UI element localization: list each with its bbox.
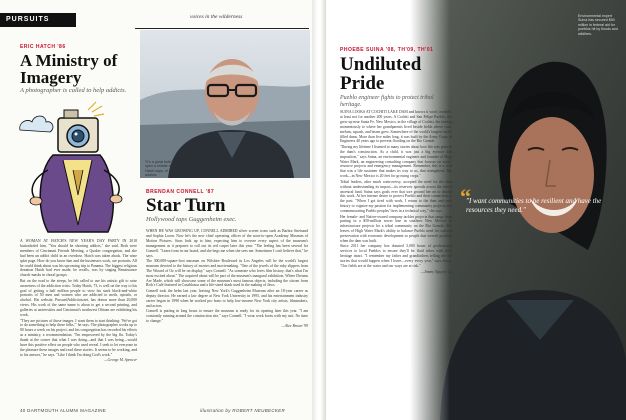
profile1-deck: A photographer is called to help addicts. [20,87,127,94]
section-label: voices in the wilderness [190,14,243,20]
left-page [0,0,312,420]
profile2-paragraph: The 300,000-square-foot museum on Wilshire Boulevard in Los Angeles will be the world's largest museum devoted to the history of movies and moviemaking. "One of the jewels of the ruby slippers from The Wizard of Oz will be on display," says Connell. "As someone who loves film history, that's what I'm most excited about." The acquired about will be part of the museum's inaugural exhibition, Where Dreams Are Made, which will showcase some of the museum's most famous objects, including the sitcom from Rick's Café featured in Casablanca and a life-sized shark used in the making of Jaws. [146,258,308,288]
portrait-photo-connell [140,30,310,178]
profile1-kicker: ERIC HATCH '86 [20,44,66,50]
profile3-kicker: PHOEBE SUINA '08, TH'09, TH'01 [340,47,434,53]
illustration-credit: illustration by ROBERT NEUBECKER [200,408,286,413]
profile2-kicker: BRENDAN CONNELL '87 [146,189,215,195]
profile2-paragraph: WHEN HE WAS GROWING UP, CONNELL ADMIRED silver screen icons such as Barbra Streisand and Sophia Loren. Now he's the new chief operating officer of the soon-to-open Academy Museum of Motion Pictures. Stars look up to him, expecting him to oversee every aspect of the museum's management as it prepares to roll out its red carpet later this year. "The feeling has been several for Connell. "Learn from in our board, and she begs me when she sees me. Sometimes I can't believe that," he says. [146,229,308,258]
profile2-signature: —Alex Brown '99 [281,324,308,329]
profile3-paragraph: Her female- and Native-owned company tackles projects that range from putting in a $50-million sewer line in southern New Mexico to infrastructure projects for a tribal community on the Rio Grande. She leaves of High Water Mark's ability to balance Pueblo need for cultural preservation with economic development so people that weren't possible when the dam was built. [340,214,452,244]
illustration-photographer [18,100,138,235]
cloud-icon [20,116,53,132]
profile1-body [20,239,137,403]
profile1-signature: —George M. Spencer [104,358,137,363]
photo-caption-hatch: "It's a great truth" to open a middle door, Hatch says, of addicts. [145,160,177,178]
profile1-headline: A Ministry of Imagery [20,51,118,87]
profile3-body [340,110,452,408]
profile2-paragraph: Connell is putting in long hours to ensure the museum is ready for its opening later this year. "I am constantly running around the construction site," says Connell. "I wear work boots with my suit. No time to change." [146,309,308,323]
profile3-paragraph: Since 2011 her company has donated 3,000 hours of professional services to local Pueblos to ensure they'll be fluid tribes with their heritage intact. "I remember my father and grandfathers telling me the stories that would happen when I leave—every every year," says Suina. "Our fields are at the water and our ways are at risk." [340,244,452,269]
profile3-headline: Undiluted Pride [340,54,422,94]
header-rule [135,28,309,29]
profile3-paragraph: SUINA LOOKS AT COCHITI LAKE DAM and knows it won't crumble, at least not for another 200 years. A Cochiti and San Felipe Pueblo, she grew up near Santa Fe, New Mexico, in the village of Cochiti, the turning momentously to where her grandparents lived beside fields where corn, melons, squash, and beans grew. Somewhere of the world's longest earth-filled dams. More than five miles long, it was built by the Army Corps of Engineers 40 years ago to prevent flooding on the Rio Grande. [340,110,452,144]
photo-caption-suina: Environmental expert Suina has secured $50 million in federal aid for pueblos hit by floods and wildfires. [578,14,618,36]
profile3-paragraph: "During my lifetime I listened to many stories about how life was prior to the dam's construction. As a child, it was just a big eyesore and imposition," says Suina, an environmental engineer and founder of High Water Mark, an engineering consulting company that focuses on water-resource projects and emergency management. Remember, this is a wall that was a life sustainer that makes its way to us, that strengthens. My work—in New Mexico is 20 feet for growing crops." [340,144,452,179]
profile3-deck: Pueblo engineer fights to protect tribal heritage. [340,95,434,108]
pull-quote: "I want communities to be resilient and have the resources they need." [466,197,602,214]
profile2-deck: Hollywood taps Guggenheim exec. [146,216,237,223]
profile2-body [146,229,308,403]
camera-head-icon [58,102,104,152]
profile2-paragraph: Connell took the helm last year, leaving New York's Guggenheim Museum after an 18-year career as deputy director. He earned a law degree at New York University in 1995, and his entertainment industry career began in 1998 when he worked pro bono to help low-income New York city artists, filmmakers, and actors. [146,288,308,308]
page-folio: 40 DARTMOUTH ALUMNI MAGAZINE [20,408,107,413]
quote-mark-icon: “ [460,184,471,209]
profile1-paragraph: But on the road to the steeps, he felt called to use his artistic gift to raise awareness of the addiction crisis. Today Hatch, 73, is well on the way to his goal of getting a half million people to view his stark black-and-white portraits of 50 men and women who are addicted to meth, opioids, or alcohol. His website, PursuedAddiction.net, has drawn more than 20,000 views. His work of the same name is about to get a second printing, and galleries at universities and Cincinnati's northwest Ohioan are exhibiting his work. [20,278,137,318]
right-page [326,0,626,420]
profile3-signature: —Jimmy Nguyen '21 [420,269,452,274]
robe-figure-icon [30,155,122,232]
page-gutter [312,0,326,420]
profile2-headline: Star Turn [146,195,226,216]
profile3-paragraph: Tribal leaders, after much controversy, accepted the need for the dam without understanding its impact—its reservoir spreads across the tribe's ancestral land. Suina says goals ever that tore ground her on to absorb this work. At her intense desire to protect Pueblo and their connection to the past. "When I got tired with work, I return to the dam and read history to cognize my passion for implementing community projects and commemorating Pueblo peoples' lives in a technical way," she says. [340,179,452,214]
profile1-paragraph: "They are pictures of those images. I want them to start thinking: 'We've got to do something to help these folks,'" he says. The photographer works up to 80 hours a week on his project, and his congregation has recorded his efforts as a ministry, a recommendation. "I'm empowered by the big flu. Today's thank at the corner that what I was doing—and that I was being—would have this positive effect on people who used reveal. I seek to let everyone in the pleasure these images and read these stories. It seems to be working, and to his answer," he says. "Like I think I'm doing God's work." [20,318,137,357]
profile1-paragraph: A WOMAN AT HATCH'S NEW YEAR'S DAY PARTY IN 2018 buttonholed him, "You should be shooting addicts," she said. Both were members of Cincinnati Friends Meeting, a Quaker congregation, and she had been an addict child in an overdose. Hatch was taken aback. The wine splat page. How do you know him and the businesses work, are portraits. All he could think about was his upcoming trip to Panama. The biggest religious donation Hatch had ever made, he recalls, was by staging Renaissance church-masks in choral groups. [20,239,137,278]
section-tab: PURSUITS [0,13,76,27]
